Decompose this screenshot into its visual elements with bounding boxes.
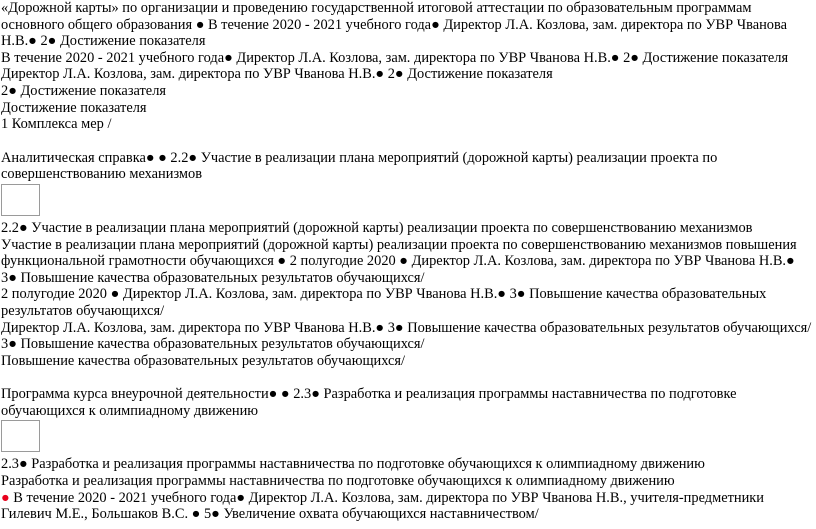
- line-mentoring-term-text: В течение 2020 - 2021 учебного года● Директор Л.А. Козлова, зам. директора по УВР Чванова Н.В., учителя-предметники Гилевич М.Е., Большаков В.С. ● 5● Увеличение охвата обучающихся наставничеством/: [1, 489, 764, 523]
- line-achievement: Достижение показателя: [1, 99, 147, 116]
- line-analytical-report: Аналитическая справка● ● 2.2● Участие в реализации плана мероприятий (дорожной карты) реализации проекта по совершенствованию механизмов: [1, 149, 718, 183]
- line-participation-plan: Участие в реализации плана мероприятий (дорожной карты) реализации проекта по совершенствованию механизмов повышения функциональной грамотности обучающихся ● 2 полугодие 2020 ● Директор Л.А. Козлова, зам. директора по УВР Чванова Н.В.● 3● Повышение качества образовательных результатов обучающихся/: [1, 236, 797, 286]
- line-second-half-2020: 2 полугодие 2020 ● Директор Л.А. Козлова, зам. директора по УВР Чванова Н.В.● 3● Повышение качества образовательных результатов обучающихся/: [1, 286, 767, 319]
- line-mentoring-program: Разработка и реализация программы наставничества по подготовке обучающихся к олимпиадному движению: [1, 473, 675, 490]
- empty-image-placeholder: [1, 184, 40, 216]
- red-bullet-icon: ●: [1, 489, 10, 506]
- line-item-2-3: 2.3● Разработка и реализация программы наставничества по подготовке обучающихся к олимпиадному движению: [1, 456, 705, 473]
- line-quality-results: Повышение качества образовательных результатов обучающихся/: [1, 352, 406, 369]
- line-gia-roadmap: «Дорожной карты» по организации и проведению государственной итоговой аттестации по образовательным программам основного общего образования ● В течение 2020 - 2021 учебного года● Директор Л.А. Козлова, зам. директора по УВР Чванова Н.В.● 2● Достижение показателя: [1, 0, 787, 50]
- line-mentoring-term: [1, 490, 812, 523]
- line-item-2-achievement: 2● Достижение показателя: [1, 82, 166, 99]
- spacer: [1, 369, 812, 386]
- line-measures-complex: 1 Комплекса мер /: [1, 116, 112, 133]
- empty-image-placeholder: [1, 420, 40, 452]
- spacer: [1, 133, 812, 150]
- line-extracurricular-program: Программа курса внеурочной деятельности● ● 2.3● Разработка и реализация программы наставничества по подготовке обучающихся к олимпиадному движению: [1, 386, 737, 419]
- line-item-3-quality: 3● Повышение качества образовательных результатов обучающихся/: [1, 336, 425, 353]
- line-item-2-2: 2.2● Участие в реализации плана мероприятий (дорожной карты) реализации проекта по совершенствованию механизмов: [1, 219, 753, 236]
- line-term-2020-2021: В течение 2020 - 2021 учебного года● Директор Л.А. Козлова, зам. директора по УВР Чванова Н.В.● 2● Достижение показателя: [1, 49, 789, 66]
- line-director-chvanova: Директор Л.А. Козлова, зам. директора по УВР Чванова Н.В.● 3● Повышение качества образовательных результатов обучающихся/: [1, 319, 812, 336]
- line-director-kozlova: Директор Л.А. Козлова, зам. директора по УВР Чванова Н.В.● 2● Достижение показателя: [1, 66, 553, 83]
